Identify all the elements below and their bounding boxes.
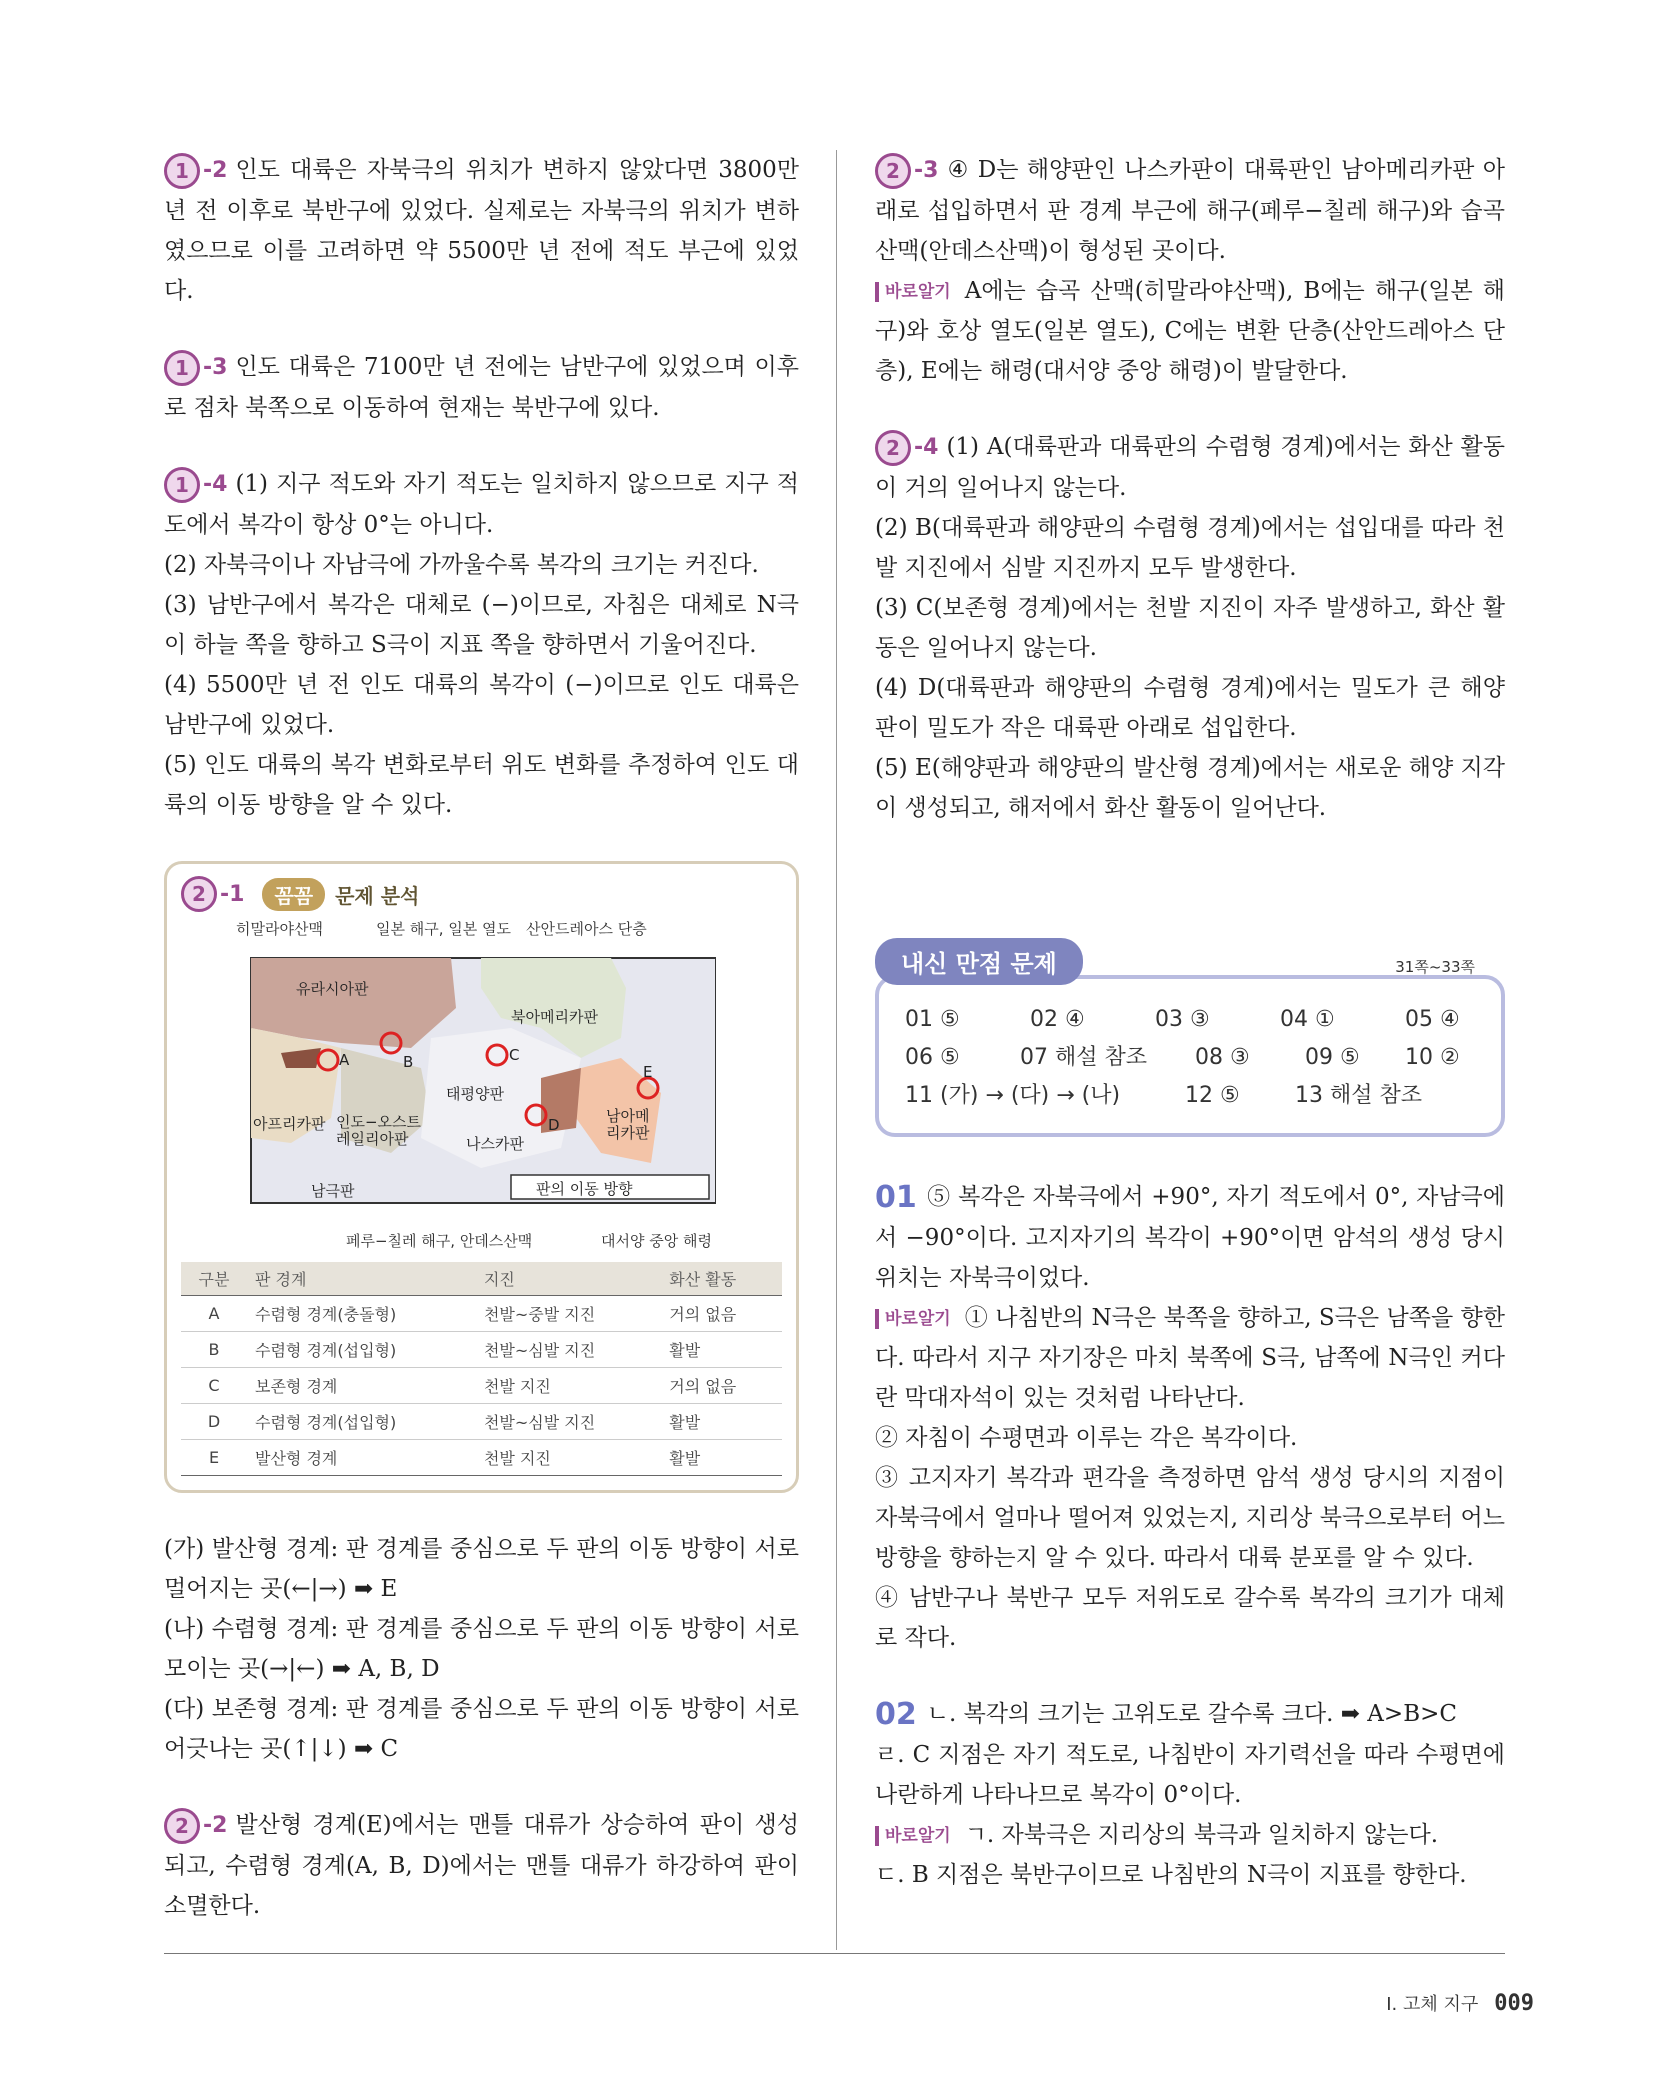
answer-entry: 05 ④: [1405, 1007, 1460, 1032]
answer-entry: 12 ⑤: [1185, 1083, 1240, 1108]
answer-entry: 01 ⑤: [905, 1007, 960, 1032]
footer-divider: [164, 1953, 1505, 1954]
problem-number: 2 -1: [181, 876, 244, 912]
answer-text: 인도 대륙은 7100만 년 전에는 남반구에 있었으며 이후로 점차 북쪽으로 이동하여 현재는 북반구에 있다.: [164, 354, 799, 421]
label-africa: 아프리카판: [253, 1115, 326, 1133]
answer-text: 발산형 경계(E)에서는 맨틀 대류가 상승하여 판이 생성되고, 수렴형 경계(A, B, D)에서는 맨틀 대류가 하강하여 판이 소멸한다.: [164, 1812, 799, 1919]
right-column: [875, 150, 1505, 1931]
answer-2-2: [164, 1805, 799, 1926]
answer-1-3: [164, 347, 799, 428]
list-item: ㄴ. 복각의 크기는 고위도로 갈수록 크다. ➡ A>B>C: [926, 1701, 1457, 1727]
answer-entry: 11 (가) → (다) → (나): [905, 1083, 1121, 1108]
answer-text: 인도 대륙은 자북극의 위치가 변하지 않았다면 3800만 년 전 이후로 북반구에 있었다. 실제로는 자북극의 위치가 변하였으므로 이를 고려하면 약 5500만 년 전에 적도 부근에 있었다.: [164, 157, 799, 304]
analysis-header: [181, 876, 782, 912]
answer-entry: 03 ③: [1155, 1007, 1210, 1032]
correction-tag: 바로알기: [875, 1826, 957, 1846]
answer-key-section: [875, 938, 1505, 1137]
list-item: ② 자침이 수평면과 이루는 각은 복각이다.: [875, 1425, 1298, 1451]
label-san-andreas: 산안드레아스 단층: [526, 920, 647, 938]
answer-entry: 10 ②: [1405, 1045, 1460, 1070]
analysis-title: 문제 분석: [335, 883, 420, 908]
problem-number: 1 -4: [164, 465, 227, 505]
label-north-america: 북아메리카판: [511, 1008, 598, 1026]
list-item: (3) 남반구에서 복각은 대체로 (−)이므로, 자침은 대체로 N극이 하늘 쪽을 향하고 S극이 지표 쪽을 향하면서 기울어진다.: [164, 592, 799, 658]
column-header: 구분: [181, 1262, 247, 1296]
label-indo-australia: 인도−오스트레일리아판: [336, 1113, 422, 1148]
label-mid-atlantic: 대서양 중앙 해령: [601, 1232, 712, 1250]
list-item: (5) 인도 대륙의 복각 변화로부터 위도 변화를 추정하여 인도 대륙의 이동 방향을 알 수 있다.: [164, 752, 799, 818]
list-item: (2) B(대륙판과 해양판의 수렴형 경계)에서는 섭입대를 따라 천발 지진에서 심발 지진까지 모두 발생한다.: [875, 515, 1505, 581]
section-label: I. 고체 지구: [1386, 1994, 1479, 2015]
question-01: [875, 1177, 1505, 1658]
question-02: [875, 1694, 1505, 1895]
list-item: ④ 남반구나 북반구 모두 저위도로 갈수록 복각의 크기가 대체로 작다.: [875, 1585, 1505, 1651]
answer-entry: 06 ⑤: [905, 1045, 960, 1070]
list-item: (4) 5500만 년 전 인도 대륙의 복각이 (−)이므로 인도 대륙은 남반구에 있었다.: [164, 672, 799, 738]
correction-tag: 바로알기: [875, 1309, 957, 1329]
analysis-box: [164, 861, 799, 1493]
list-item: (나) 수렴형 경계: 판 경계를 중심으로 두 판의 이동 방향이 서로 모이는 곳(→|←) ➡ A, B, D: [164, 1616, 799, 1682]
answer-entry: 13 해설 참조: [1295, 1083, 1422, 1108]
column-header: 화산 활동: [661, 1262, 782, 1296]
problem-number: 2 -2: [164, 1806, 227, 1846]
page-range: 31쪽~33쪽: [1395, 958, 1475, 976]
answer-1-2: [164, 150, 799, 311]
answer-entry: 08 ③: [1195, 1045, 1250, 1070]
problem-number: 1 -2: [164, 151, 227, 191]
list-item: (3) C(보존형 경계)에서는 천발 지진이 자주 발생하고, 화산 활동은 일어나지 않는다.: [875, 595, 1505, 661]
list-item: (2) 자북극이나 자남극에 가까울수록 복각의 크기는 커진다.: [164, 552, 759, 578]
label-a: A: [339, 1051, 350, 1069]
label-peru-chile: 페루−칠레 해구, 안데스산맥: [346, 1232, 533, 1250]
answer-entry: 04 ①: [1280, 1007, 1335, 1032]
label-b: B: [403, 1053, 414, 1071]
answer-row: [905, 1001, 1475, 1039]
answer-entry: 09 ⑤: [1305, 1045, 1360, 1070]
label-himalaya: 히말라야산맥: [236, 920, 323, 938]
list-item: ① 나침반의 N극은 북쪽을 향하고, S극은 남쪽을 향한다. 따라서 지구 자기장은 마치 북쪽에 S극, 남쪽에 N극인 커다란 막대자석이 있는 것처럼 나타난다.: [875, 1305, 1505, 1411]
list-item: (1) A(대륙판과 대륙판의 수렴형 경계)에서는 화산 활동이 거의 일어나지 않는다.: [875, 434, 1505, 501]
column-header: 지진: [476, 1262, 661, 1296]
answer-2-4: [875, 427, 1505, 828]
answer-text: ⑤ 복각은 자북극에서 +90°, 자기 적도에서 0°, 자남극에서 −90°이다. 고지자기의 복각이 +90°이면 암석의 생성 당시 위치는 자북극이었다.: [875, 1184, 1505, 1291]
list-item: (가) 발산형 경계: 판 경계를 중심으로 두 판의 이동 방향이 서로 멀어지는 곳(←|→) ➡ E: [164, 1536, 799, 1602]
list-item: (다) 보존형 경계: 판 경계를 중심으로 두 판의 이동 방향이 서로 어긋나는 곳(↑|↓) ➡ C: [164, 1696, 799, 1762]
question-number: 02: [875, 1697, 917, 1732]
map-bottom-labels: [181, 1228, 782, 1254]
plate-map-drawing: [181, 918, 716, 1228]
list-item: (5) E(해양판과 해양판의 발산형 경계)에서는 새로운 해양 지각이 생성되고, 해저에서 화산 활동이 일어난다.: [875, 755, 1505, 821]
problem-number: 1 -3: [164, 348, 227, 388]
problem-number: 2 -4: [875, 428, 938, 468]
answer-text: ④ D는 해양판인 나스카판이 대륙판인 남아메리카판 아래로 섭입하면서 판 경계 부근에 해구(페루−칠레 해구)와 습곡 산맥(안데스산맥)이 형성된 곳이다.: [875, 157, 1505, 264]
answer-row: [905, 1077, 1475, 1115]
answer-entry: 02 ④: [1030, 1007, 1085, 1032]
table-row: E 발산형 경계 천발 지진 활발: [181, 1440, 782, 1476]
column-header: 판 경계: [247, 1262, 476, 1296]
column-divider: [836, 150, 837, 1950]
label-japan: 일본 해구, 일본 열도: [376, 920, 511, 938]
plate-map: [181, 918, 716, 1228]
answer-row: [905, 1039, 1475, 1077]
list-item: (1) 지구 적도와 자기 적도는 일치하지 않으므로 지구 적도에서 복각이 항상 0°는 아니다.: [164, 471, 799, 538]
table-row: C 보존형 경계 천발 지진 거의 없음: [181, 1368, 782, 1404]
label-eurasia: 유라시아판: [296, 980, 369, 998]
answer-key-title: 내신 만점 문제: [875, 938, 1083, 985]
page-footer: [1386, 1990, 1534, 2016]
answer-2-1-items: [164, 1529, 799, 1769]
list-item: ㄷ. B 지점은 북반구이므로 나침반의 N극이 지표를 향한다.: [875, 1862, 1467, 1888]
problem-number: 2 -3: [875, 151, 938, 191]
legend-plate-motion: 판의 이동 방향: [536, 1180, 633, 1198]
label-d: D: [548, 1116, 560, 1134]
boundary-table: [181, 1262, 782, 1476]
answer-key-box: [875, 975, 1505, 1137]
list-item: ③ 고지자기 복각과 편각을 측정하면 암석 생성 당시의 지점이 자북극에서 얼마나 떨어져 있었는지, 지리상 북극으로부터 어느 방향을 향하는지 알 수 있다. 따라서 대륙 분포를 알 수 있다.: [875, 1465, 1505, 1571]
question-number: 01: [875, 1180, 917, 1215]
label-pacific: 태평양판: [446, 1085, 504, 1103]
correction-tag: 바로알기: [875, 282, 957, 302]
label-antarctic: 남극판: [311, 1182, 355, 1200]
label-e: E: [643, 1063, 653, 1081]
answer-entry: 07 해설 참조: [1020, 1045, 1147, 1070]
label-c: C: [509, 1046, 520, 1064]
correction-text: A에는 습곡 산맥(히말라야산맥), B에는 해구(일본 해구)와 호상 열도(일본 열도), C에는 변환 단층(산안드레아스 단층), E에는 해령(대서양 중앙 해령)이 발달한다.: [875, 278, 1505, 384]
table-row: A 수렴형 경계(충돌형) 천발~중발 지진 거의 없음: [181, 1296, 782, 1332]
label-south-america: 남아메리카판: [606, 1107, 650, 1142]
page-number: 009: [1494, 1991, 1534, 2016]
analysis-pill: 꼼꼼: [262, 878, 325, 911]
list-item: (4) D(대륙판과 해양판의 수렴형 경계)에서는 밀도가 큰 해양판이 밀도가 작은 대륙판 아래로 섭입한다.: [875, 675, 1505, 741]
table-row: D 수렴형 경계(섭입형) 천발~심발 지진 활발: [181, 1404, 782, 1440]
label-nazca: 나스카판: [466, 1135, 524, 1153]
table-row: B 수렴형 경계(섭입형) 천발~심발 지진 활발: [181, 1332, 782, 1368]
answer-1-4: [164, 464, 799, 825]
table-header-row: [181, 1262, 782, 1296]
answer-2-3: [875, 150, 1505, 391]
left-column: [164, 150, 799, 1962]
list-item: ㄹ. C 지점은 자기 적도로, 나침반이 자기력선을 따라 수평면에 나란하게 나타나므로 복각이 0°이다.: [875, 1742, 1505, 1808]
list-item: ㄱ. 자북극은 지리상의 북극과 일치하지 않는다.: [964, 1822, 1439, 1848]
